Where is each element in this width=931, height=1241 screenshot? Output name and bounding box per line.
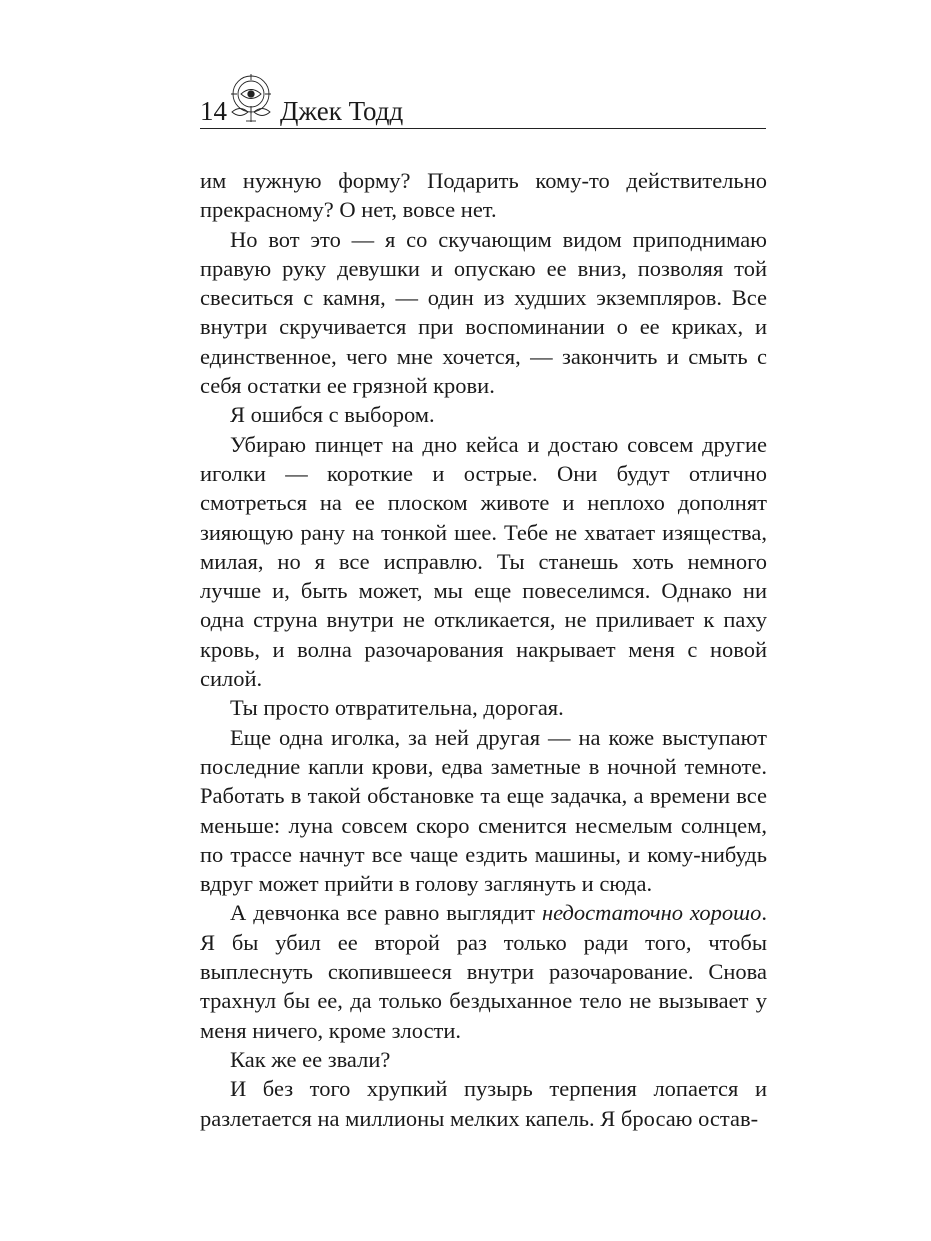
paragraph: Я ошибся с выбором. xyxy=(230,402,435,428)
paragraph: И без того хрупкий пузырь терпения лопается и разлетается на миллионы мелких капель. Я бросаю остав- xyxy=(200,1076,767,1131)
paragraph: Еще одна иголка, за ней другая — на коже выступают последние капли крови, едва заметные в ночной темноте. Работать в такой обстановке та еще задачка, а времени все меньше: луна совсем скоро сменится несмелым солнцем, по трассе начнут все чаще ездить машины, и кому-нибудь вдруг может прийти в голову заглянуть и сюда. xyxy=(200,724,767,897)
paragraph-text: . Я бы убил ее второй раз только ради того, чтобы выплеснуть скопившееся внутри разочарование. Снова трахнул бы ее, да только бездыханное тело не вызывает у меня ничего, кроме злости. xyxy=(200,900,767,1043)
italic-emphasis: недостаточно хорошо xyxy=(541,900,762,926)
paragraph-text: А девчонка все равно выглядит xyxy=(230,900,542,926)
paragraph: Убираю пинцет на дно кейса и достаю совсем другие иголки — короткие и острые. Они будут отлично смотреться на ее плоском животе и неплохо дополнят зияющую рану на тонкой шее. Тебе не хватает изящества, милая, но я все исправлю. Ты станешь хоть немного лучше и, быть может, мы еще повеселимся. Однако ни одна струна внутри не откликается, не приливает к паху кровь, и волна разочарования накрывает меня с новой силой. xyxy=(200,431,767,692)
paragraph xyxy=(200,898,767,1044)
page-number: 14 xyxy=(200,96,227,126)
page-header xyxy=(200,78,766,129)
paragraph: Как же ее звали? xyxy=(230,1046,391,1072)
body-text xyxy=(200,166,767,1133)
paragraph: им нужную форму? Подарить кому-то действительно прекрасному? О нет, вовсе нет. xyxy=(200,168,767,223)
moth-eye-emblem-icon xyxy=(226,72,276,124)
paragraph: Но вот это — я со скучающим видом приподнимаю правую руку девушки и опускаю ее вниз, позволяя той свеситься с камня, — один из худших экземпляров. Все внутри скручивается при воспоминании о ее криках, и единственное, чего мне хочется, — закончить и смыть с себя остатки ее грязной крови. xyxy=(200,226,767,399)
paragraph: Ты просто отвратительна, дорогая. xyxy=(230,695,564,721)
running-head-author: Джек Тодд xyxy=(280,96,404,126)
